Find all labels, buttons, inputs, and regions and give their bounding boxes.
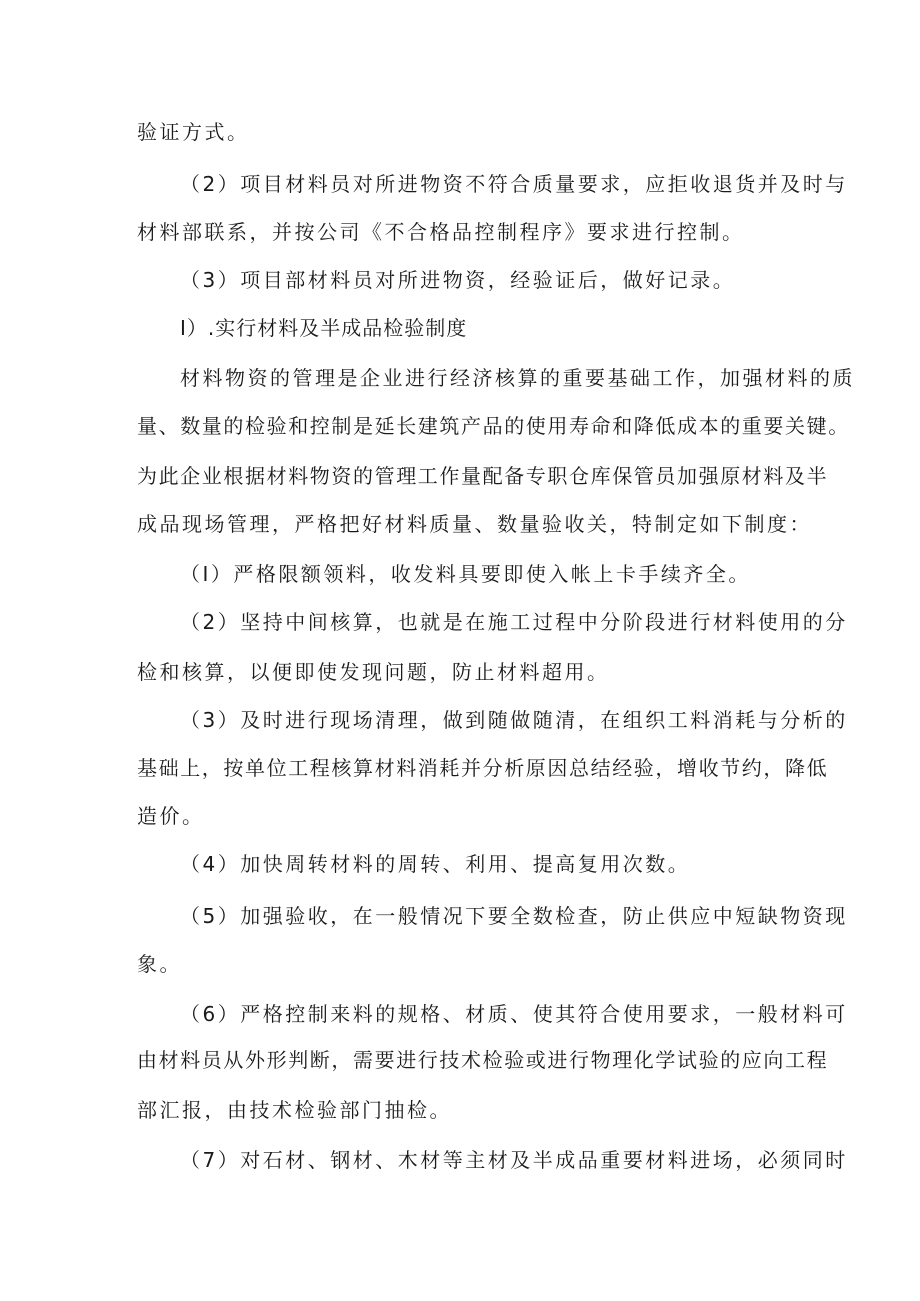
text-line: 量、数量的检验和控制是延长建筑产品的使用寿命和降低成本的重要关键。 [137,414,850,438]
text-line: （3）项目部材料员对所进物资，经验证后，做好记录。 [180,268,736,292]
text-line: （5）加强验收，在一般情况下要全数检查，防止供应中短缺物资现 [180,904,848,928]
text-line: 材料物资的管理是企业进行经济核算的重要基础工作，加强材料的质 [180,366,855,390]
text-line: 成品现场管理，严格把好材料质量、数量验收关，特制定如下制度： [137,512,812,536]
text-line: （2）项目材料员对所进物资不符合质量要求，应拒收退货并及时与 [180,172,848,196]
text-line: 验证方式。 [137,120,250,144]
text-line: （4）加快周转材料的周转、利用、提高复用次数。 [180,852,691,876]
text-line: （6）严格控制来料的规格、材质、使其符合使用要求，一般材料可 [180,1002,848,1026]
text-line: 象。 [137,952,182,976]
text-line: 基础上，按单位工程核算材料消耗并分析原因总结经验，增收节约，降低 [137,756,829,780]
text-line: （7）对石材、钢材、木材等主材及半成品重要材料进场，必须同时 [180,1148,848,1172]
text-line: 造价。 [137,804,205,828]
text-line: 由材料员从外形判断，需要进行技术检验或进行物理化学试验的应向工程 [137,1048,829,1072]
section-heading: I）.实行材料及半成品检验制度 [180,316,468,340]
text-line: （2）坚持中间核算，也就是在施工过程中分阶段进行材料使用的分 [180,610,848,634]
text-line: 部汇报，由技术检验部门抽检。 [137,1098,452,1122]
text-line: 材料部联系，并按公司《不合格品控制程序》要求进行控制。 [137,220,745,244]
text-line: 检和核算，以便即使发现问题，防止材料超用。 [137,660,610,684]
text-line: （I）严格限额领料，收发料具要即使入帐上卡手续齐全。 [180,562,751,586]
text-line: 为此企业根据材料物资的管理工作量配备专职仓库保管员加强原材料及半 [137,464,829,488]
text-line: （3）及时进行现场清理，做到随做随清，在组织工料消耗与分析的 [180,708,848,732]
